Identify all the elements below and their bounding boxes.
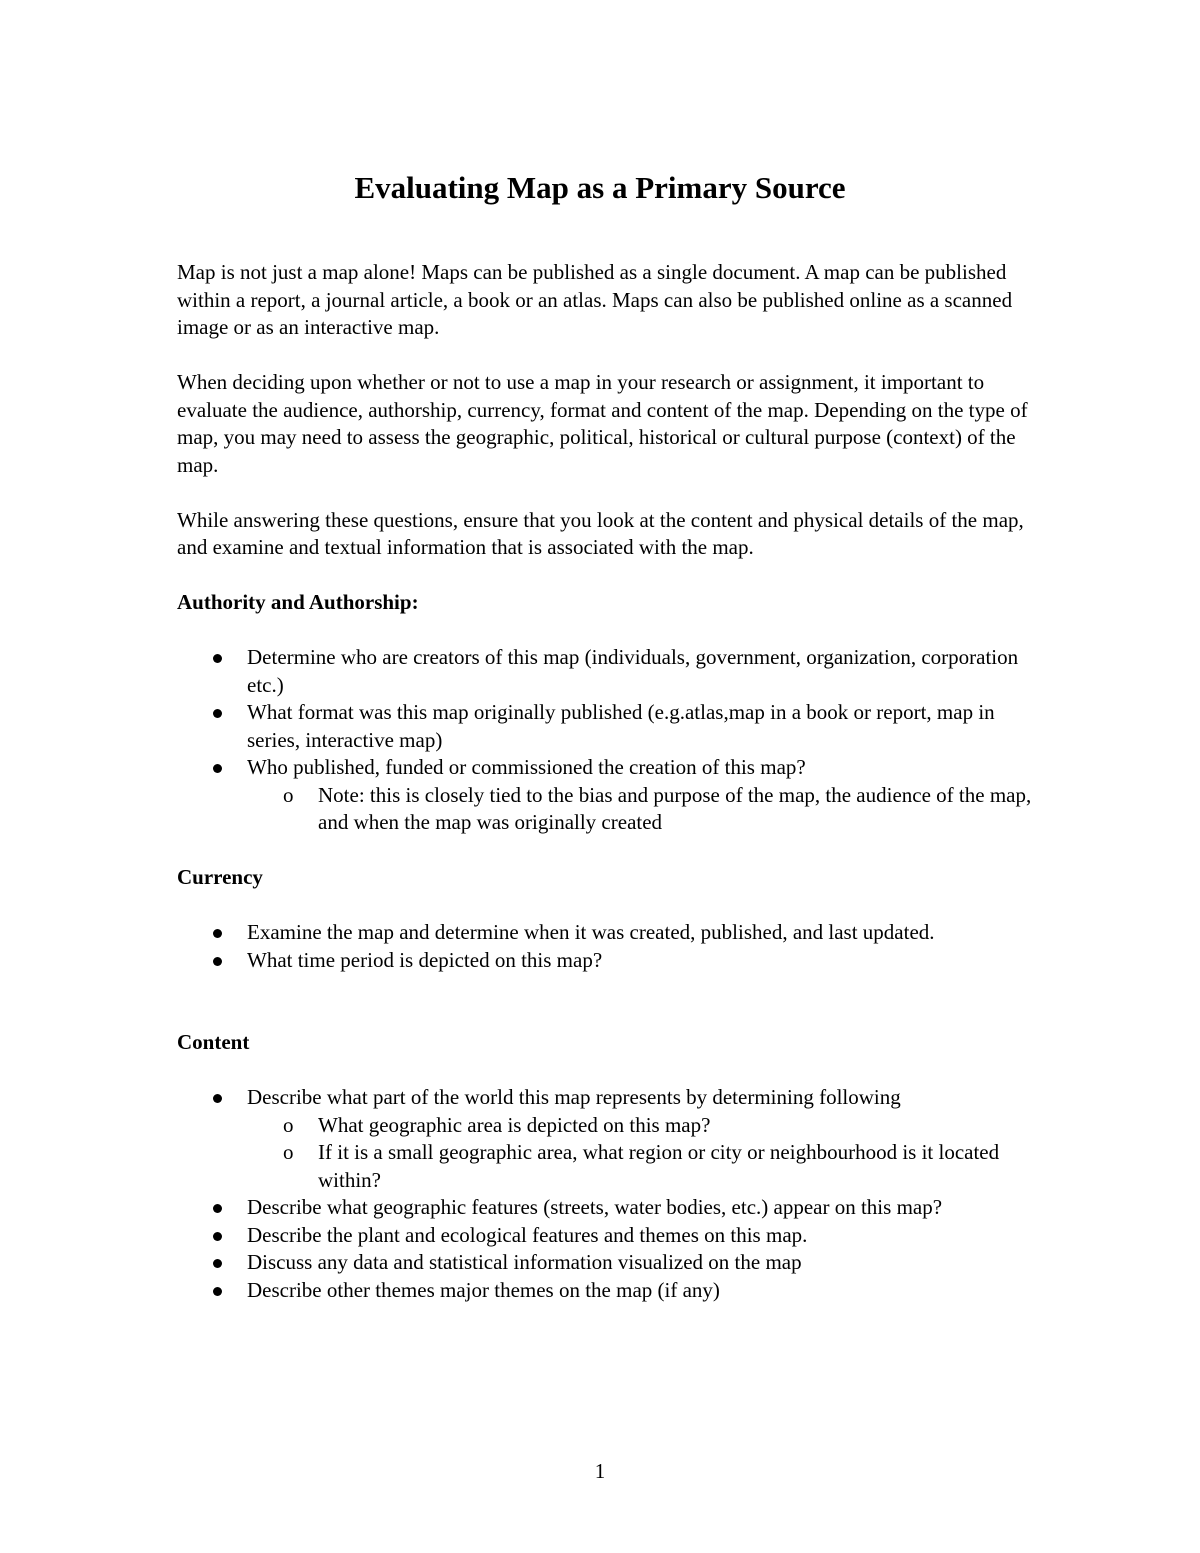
section-heading-content: Content (177, 1030, 250, 1054)
bullet-icon (213, 1287, 222, 1296)
list-item-text: Discuss any data and statistical information visualized on the map (247, 1250, 802, 1274)
bullet-icon (213, 929, 222, 938)
sub-list-item (247, 1112, 1037, 1140)
intro-paragraph-3: While answering these questions, ensure that you look at the content and physical details of the map, and examine and textual information that is associated with the map. (177, 507, 1024, 559)
list-item-text: What format was this map originally published (e.g.atlas,map in a book or report, map in series, interactive map) (247, 700, 995, 752)
authority-list (177, 644, 1037, 837)
list-item (177, 1249, 1037, 1277)
section-heading-currency: Currency (177, 865, 263, 889)
sub-list (247, 782, 1037, 837)
intro-paragraph-2: When deciding upon whether or not to use a map in your research or assignment, it important to evaluate the audience, authorship, currency, format and content of the map. Depending on the type of map, you may need to assess the geographic, political, historical or cultural purpose (context) of the map. (177, 370, 1028, 477)
sub-list-item (247, 1139, 1037, 1194)
circle-bullet-icon: o (283, 1112, 294, 1137)
bullet-icon (213, 709, 222, 718)
document-body (177, 259, 1037, 1304)
list-item (177, 1084, 1037, 1194)
intro-paragraph-1: Map is not just a map alone! Maps can be published as a single document. A map can be published within a report, a journal article, a book or an atlas. Maps can also be published online as a scanned image or as an interactive map. (177, 260, 1013, 339)
section-heading-authority: Authority and Authorship: (177, 590, 419, 614)
sub-list-item-text: If it is a small geographic area, what region or city or neighbourhood is it located within? (318, 1140, 1000, 1192)
sub-list-item (247, 782, 1037, 837)
page-number: 1 (594, 1459, 606, 1483)
bullet-icon (213, 654, 222, 663)
list-item-text: Determine who are creators of this map (individuals, government, organization, corporation etc.) (247, 645, 1019, 697)
list-item (177, 754, 1037, 837)
bullet-icon (213, 957, 222, 966)
content-list (177, 1084, 1037, 1304)
list-item-text: Examine the map and determine when it was created, published, and last updated. (247, 920, 935, 944)
list-item-text: Describe the plant and ecological features and themes on this map. (247, 1222, 808, 1247)
list-item-text: What time period is depicted on this map? (247, 947, 603, 972)
circle-bullet-icon: o (283, 1140, 294, 1164)
list-item (177, 644, 1037, 699)
sub-list-item-text: Note: this is closely tied to the bias and purpose of the map, the audience of the map, and when the map was originally created (318, 782, 1032, 834)
list-item-text: Describe other themes major themes on the map (if any) (247, 1277, 720, 1302)
list-item-text: Who published, funded or commissioned the creation of this map? (247, 755, 806, 779)
list-item-text: Describe what part of the world this map represents by determining following (247, 1085, 901, 1109)
bullet-icon (213, 1094, 222, 1103)
bullet-icon (213, 764, 222, 773)
list-item (177, 1194, 1037, 1222)
bullet-icon (213, 1232, 222, 1241)
list-item (177, 699, 1037, 754)
list-item-text: Describe what geographic features (streets, water bodies, etc.) appear on this map? (247, 1195, 943, 1219)
sub-list (247, 1112, 1037, 1195)
list-item (177, 947, 1037, 975)
list-item (177, 919, 1037, 947)
circle-bullet-icon: o (283, 782, 294, 807)
sub-list-item-text: What geographic area is depicted on this map? (318, 1112, 711, 1137)
currency-list (177, 919, 1037, 974)
list-item (177, 1222, 1037, 1250)
bullet-icon (213, 1259, 222, 1268)
bullet-icon (213, 1204, 222, 1213)
list-item (177, 1277, 1037, 1305)
document-title: Evaluating Map as a Primary Source (354, 170, 846, 205)
